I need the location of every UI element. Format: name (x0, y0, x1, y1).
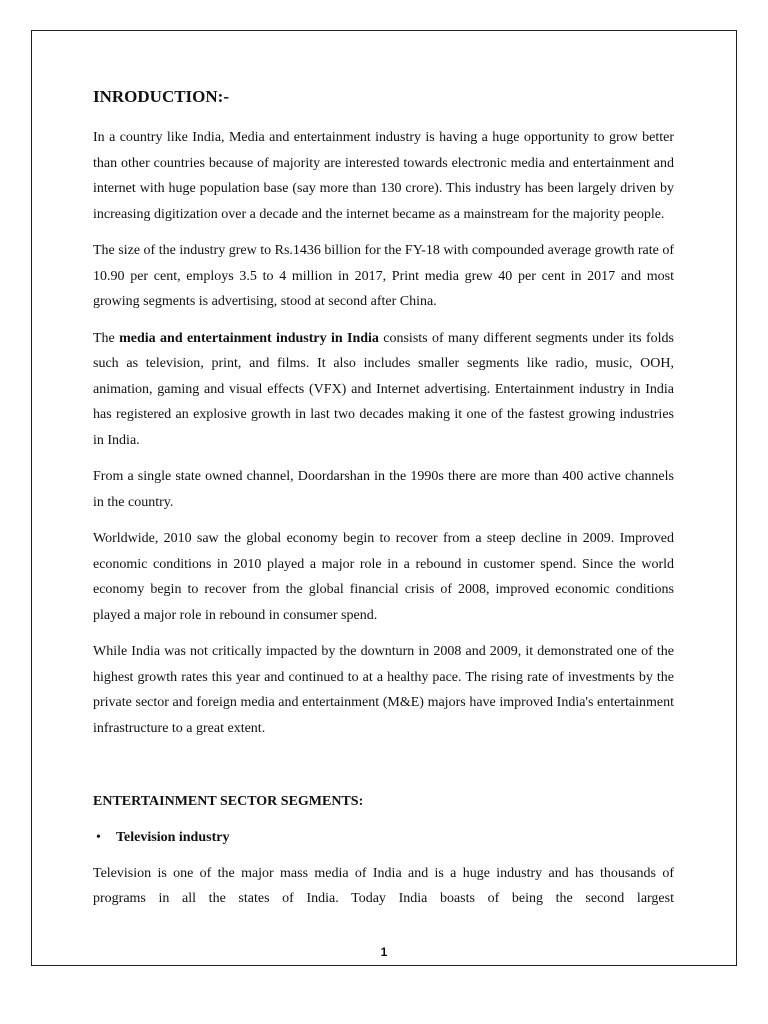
section-heading: ENTERTAINMENT SECTOR SEGMENTS: (93, 794, 364, 809)
paragraph-segments (93, 326, 674, 454)
paragraph-worldwide: Worldwide, 2010 saw the global economy begin to recover from a steep decline in 2009. Improved economic conditions in 2010 played a major role in a rebound in customer spend. Since the world economy begin to recover from the global financial crisis of 2008, improved economic conditions played a major role in rebound in consumer spend. (93, 531, 674, 623)
paragraph-segments-rest: consists of many different segments under its folds such as television, print, and films. It also includes smaller segments like radio, music, OOH, animation, gaming and visual effects (VFX) and Internet advertising. Entertainment industry in India has registered an explosive growth in last two decades making it one of the fastest growing industries in India. (93, 330, 674, 448)
page-title: INRODUCTION:- (93, 87, 229, 106)
document-body (93, 86, 674, 923)
page-number: 1 (380, 945, 388, 959)
bullet-dot-icon: • (96, 830, 101, 845)
bullet-item (93, 825, 674, 851)
paragraph-intro: In a country like India, Media and entertainment industry is having a huge opportunity to grow better than other countries because of majority are interested towards electronic media and entertainment and internet with huge population base (say more than 130 crore). This industry has been largely driven by increasing digitization over a decade and the internet became as a mainstream for the majority people. (93, 130, 674, 222)
bullet-label: Television industry (116, 830, 230, 845)
paragraph-india-growth: While India was not critically impacted by the downturn in 2008 and 2009, it demonstrated one of the highest growth rates this year and continued to at a healthy pace. The rising rate of investments by the private sector and foreign media and entertainment (M&E) majors have improved India's entertainment infrastructure to a great extent. (93, 644, 674, 736)
paragraph-industry-size: The size of the industry grew to Rs.1436 billion for the FY-18 with compounded average growth rate of 10.90 per cent, employs 3.5 to 4 million in 2017, Print media grew 40 per cent in 2017 and most growing segments is advertising, stood at second after China. (93, 243, 674, 309)
paragraph-segments-prefix: The (93, 330, 120, 346)
paragraph-segments-bold: media and entertainment industry in India (119, 330, 379, 346)
paragraph-doordarshan: From a single state owned channel, Doordarshan in the 1990s there are more than 400 active channels in the country. (93, 469, 674, 510)
paragraph-television: Television is one of the major mass media of India and is a huge industry and has thousands of programs in all the states of India. Today India boasts of being the second largest (93, 865, 674, 906)
